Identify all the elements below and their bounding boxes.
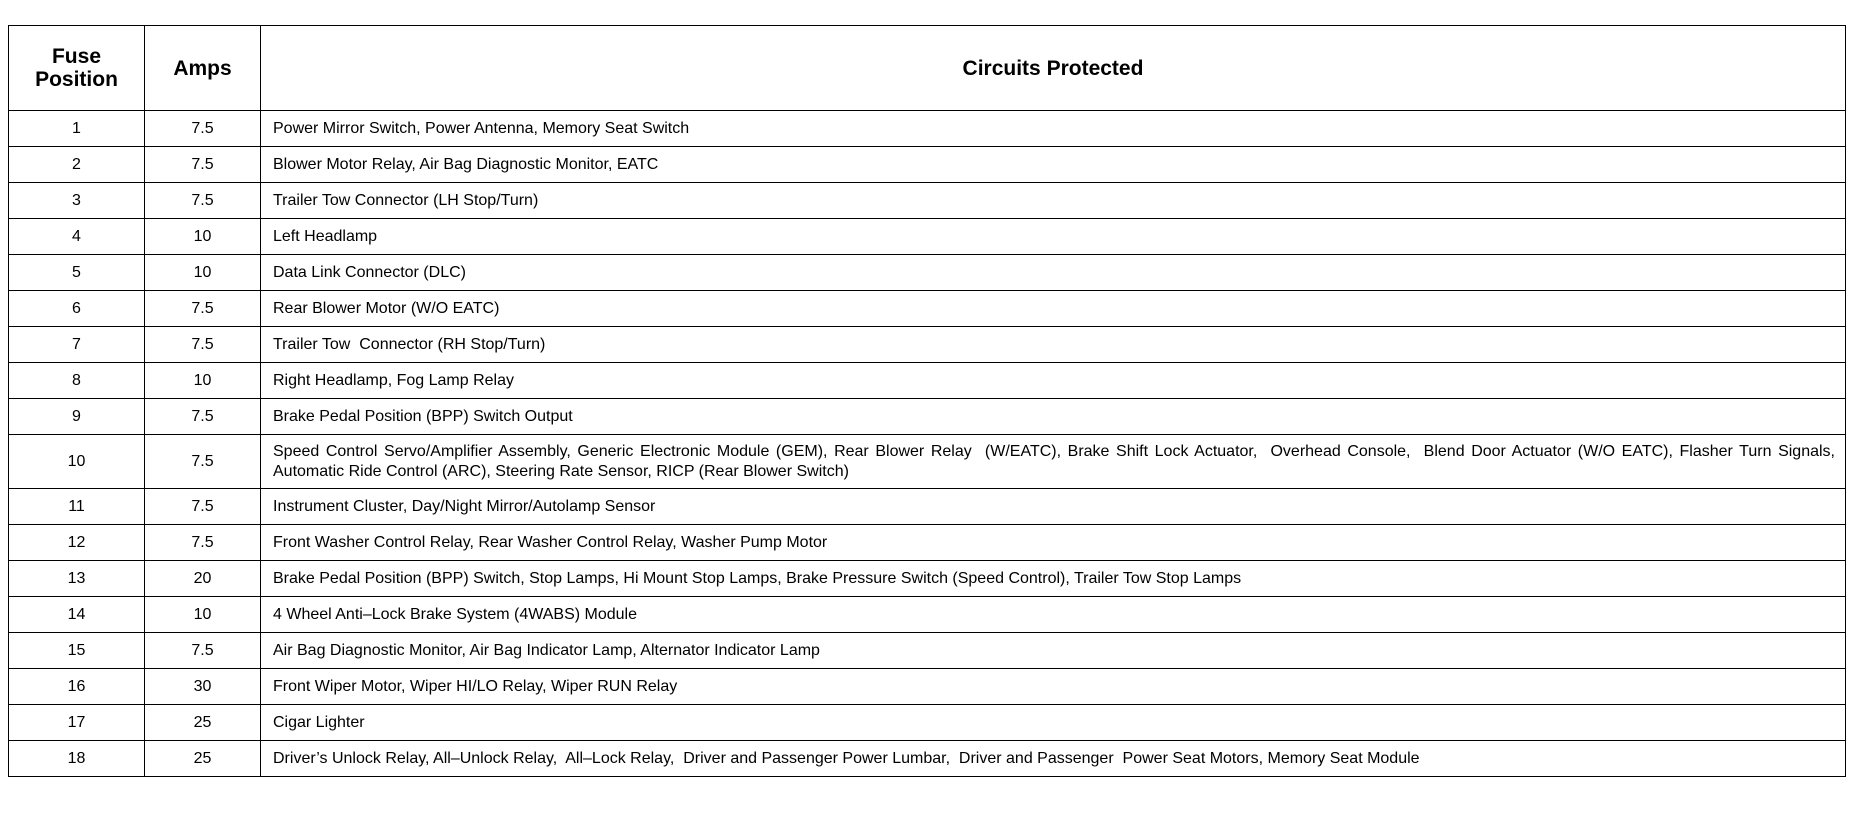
amps-cell: 7.5 — [145, 183, 261, 219]
circuits-protected-cell — [261, 255, 1846, 291]
fuse-position-cell: 7 — [9, 327, 145, 363]
circuits-protected-cell — [261, 327, 1846, 363]
amps-cell: 10 — [145, 219, 261, 255]
fuse-position-cell: 18 — [9, 741, 145, 777]
circuits-protected-text: Right Headlamp, Fog Lamp Relay — [273, 371, 515, 389]
circuits-protected-text: Front Washer Control Relay, Rear Washer Control Relay, Washer Pump Motor — [273, 533, 828, 551]
amps-cell: 20 — [145, 561, 261, 597]
amps-cell: 7.5 — [145, 147, 261, 183]
circuits-protected-cell — [261, 669, 1846, 705]
header-fuse-position-line2: Position — [35, 68, 118, 91]
fuse-position-cell: 10 — [9, 435, 145, 489]
circuits-protected-text: 4 Wheel Anti–Lock Brake System (4WABS) Module — [273, 605, 637, 623]
amps-cell: 7.5 — [145, 327, 261, 363]
amps-cell: 7.5 — [145, 633, 261, 669]
header-amps: Amps — [145, 26, 261, 111]
circuits-protected-cell — [261, 183, 1846, 219]
circuits-protected-cell — [261, 111, 1846, 147]
amps-cell: 10 — [145, 597, 261, 633]
fuse-position-cell: 17 — [9, 705, 145, 741]
circuits-protected-text: Blower Motor Relay, Air Bag Diagnostic Monitor, EATC — [273, 155, 659, 173]
circuits-protected-cell — [261, 525, 1846, 561]
circuits-protected-text: Left Headlamp — [273, 227, 378, 245]
fuse-position-cell: 11 — [9, 489, 145, 525]
circuits-protected-cell — [261, 489, 1846, 525]
circuits-protected-text: Brake Pedal Position (BPP) Switch Output — [273, 407, 573, 425]
amps-cell: 10 — [145, 363, 261, 399]
table-row — [9, 399, 1846, 435]
circuits-protected-cell — [261, 291, 1846, 327]
circuits-protected-text: Rear Blower Motor (W/O EATC) — [273, 299, 500, 317]
fuse-position-cell: 1 — [9, 111, 145, 147]
header-circuits-protected: Circuits Protected — [261, 26, 1846, 111]
circuits-protected-text: Cigar Lighter — [273, 713, 365, 731]
circuits-protected-text: Driver’s Unlock Relay, All–Unlock Relay, All–Lock Relay, Driver and Passenger Power Lumbar, Driver and Passenger Power Seat Motors, Memory Seat Module — [273, 749, 1420, 767]
amps-cell: 7.5 — [145, 399, 261, 435]
header-row — [9, 26, 1846, 111]
circuits-protected-cell — [261, 219, 1846, 255]
fuse-position-cell: 16 — [9, 669, 145, 705]
header-fuse-position-line1: Fuse — [51, 45, 101, 68]
circuits-protected-cell — [261, 741, 1846, 777]
table-row — [9, 327, 1846, 363]
circuits-protected-cell — [261, 363, 1846, 399]
table-row — [9, 435, 1846, 489]
circuits-protected-cell — [261, 399, 1846, 435]
table-row — [9, 255, 1846, 291]
circuits-protected-cell — [261, 561, 1846, 597]
table-row — [9, 705, 1846, 741]
table-row — [9, 633, 1846, 669]
circuits-protected-text: Speed Control Servo/Amplifier Assembly, Generic Electronic Module (GEM), Rear Blower Relay (W/EATC), Brake Shift Lock Actuator, Overhead Console, Blend Door Actuator (W/O EATC), Flasher Turn Signals, Automatic Ride Control (ARC), Steering Rate Sensor, RICP (Rear Blower Switch) — [273, 442, 1839, 480]
fuse-position-cell: 9 — [9, 399, 145, 435]
table-row — [9, 183, 1846, 219]
fuse-position-cell: 6 — [9, 291, 145, 327]
fuse-position-cell: 3 — [9, 183, 145, 219]
circuits-protected-text: Air Bag Diagnostic Monitor, Air Bag Indicator Lamp, Alternator Indicator Lamp — [273, 641, 820, 659]
table-row — [9, 741, 1846, 777]
amps-cell: 10 — [145, 255, 261, 291]
fuse-table — [8, 25, 1846, 777]
circuits-protected-text: Trailer Tow Connector (LH Stop/Turn) — [273, 191, 539, 209]
fuse-position-cell: 13 — [9, 561, 145, 597]
circuits-protected-text: Brake Pedal Position (BPP) Switch, Stop Lamps, Hi Mount Stop Lamps, Brake Pressure Switch (Speed Control), Trailer Tow Stop Lamps — [273, 569, 1242, 587]
fuse-position-cell: 2 — [9, 147, 145, 183]
table-row — [9, 219, 1846, 255]
fuse-position-cell: 8 — [9, 363, 145, 399]
circuits-protected-cell — [261, 435, 1846, 489]
table-row — [9, 525, 1846, 561]
circuits-protected-cell — [261, 705, 1846, 741]
circuits-protected-text: Trailer Tow Connector (RH Stop/Turn) — [273, 335, 546, 353]
amps-cell: 7.5 — [145, 111, 261, 147]
amps-cell: 30 — [145, 669, 261, 705]
circuits-protected-text: Data Link Connector (DLC) — [273, 263, 466, 281]
circuits-protected-text: Power Mirror Switch, Power Antenna, Memory Seat Switch — [273, 119, 690, 137]
circuits-protected-cell — [261, 597, 1846, 633]
table-row — [9, 669, 1846, 705]
table-row — [9, 111, 1846, 147]
amps-cell: 25 — [145, 705, 261, 741]
amps-cell: 7.5 — [145, 291, 261, 327]
table-row — [9, 597, 1846, 633]
circuits-protected-text: Front Wiper Motor, Wiper HI/LO Relay, Wiper RUN Relay — [273, 677, 678, 695]
fuse-position-cell: 5 — [9, 255, 145, 291]
fuse-position-cell: 4 — [9, 219, 145, 255]
table-row — [9, 561, 1846, 597]
amps-cell: 7.5 — [145, 435, 261, 489]
circuits-protected-cell — [261, 633, 1846, 669]
amps-cell: 7.5 — [145, 525, 261, 561]
fuse-position-cell: 15 — [9, 633, 145, 669]
circuits-protected-text: Instrument Cluster, Day/Night Mirror/Autolamp Sensor — [273, 497, 656, 515]
fuse-position-cell: 14 — [9, 597, 145, 633]
table-row — [9, 363, 1846, 399]
fuse-table-header — [9, 26, 1846, 111]
fuse-position-cell: 12 — [9, 525, 145, 561]
amps-cell: 7.5 — [145, 489, 261, 525]
circuits-protected-cell — [261, 147, 1846, 183]
table-row — [9, 147, 1846, 183]
header-fuse-position — [9, 26, 145, 111]
amps-cell: 25 — [145, 741, 261, 777]
table-row — [9, 291, 1846, 327]
table-row — [9, 489, 1846, 525]
fuse-table-body — [9, 111, 1846, 777]
